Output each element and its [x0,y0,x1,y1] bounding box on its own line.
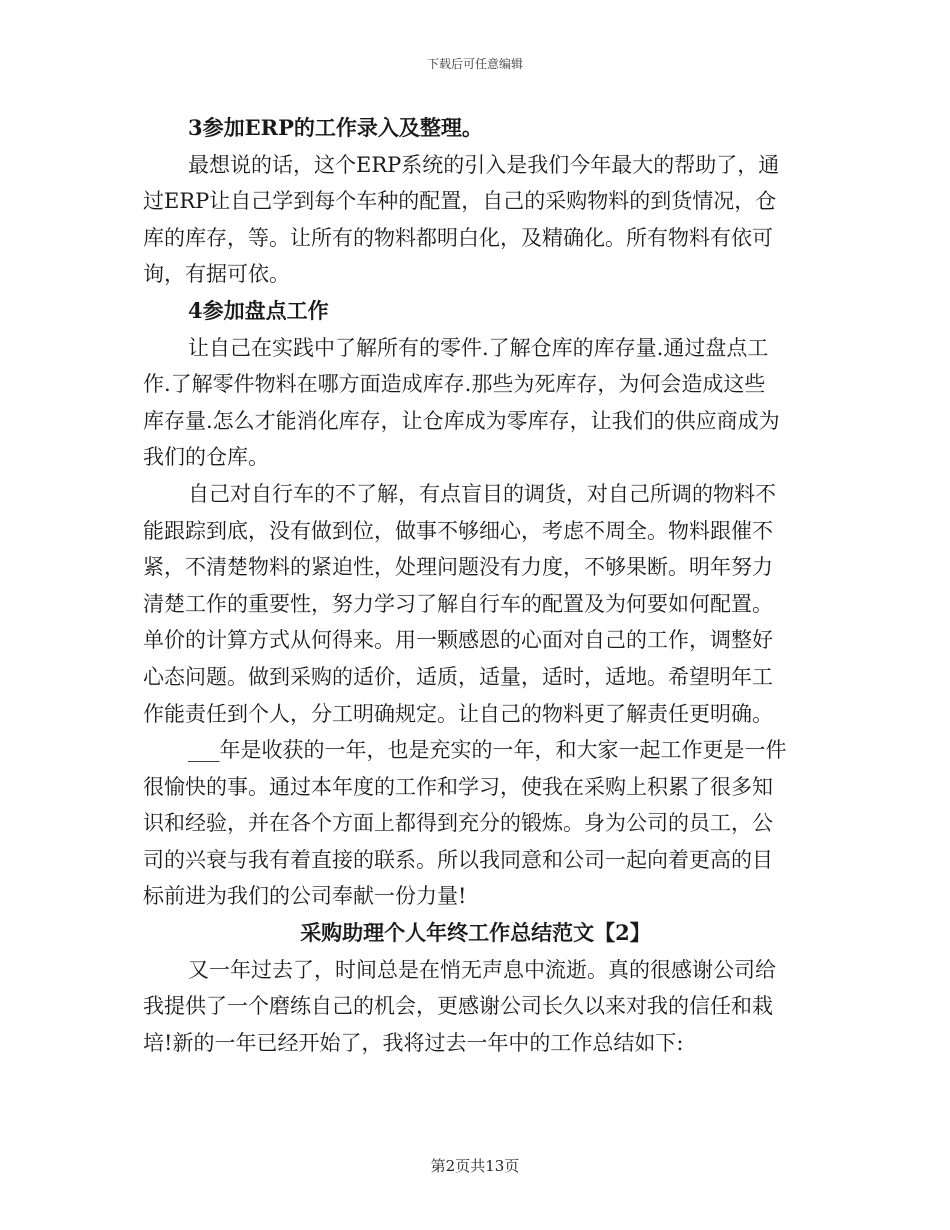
paragraph-line: 清楚工作的重要性，努力学习了解自行车的配置及为何要如何配置。 [143,591,773,616]
paragraph-line: 最想说的话，这个ERP系统的引入是我们今年最大的帮助了，通 [188,152,780,177]
page-number: 第2页共13页 [430,1157,520,1175]
paragraph-line: 能跟踪到底，没有做到位，做事不够细心，考虑不周全。物料跟催不 [143,518,773,543]
section-heading-4: 4参加盘点工作 [188,297,329,323]
paragraph-line: 很愉快的事。通过本年度的工作和学习，使我在采购上积累了很多知 [143,774,773,799]
paragraph-line: 让自己在实践中了解所有的零件.了解仓库的库存量.通过盘点工 [188,335,769,360]
paragraph-line: 又一年过去了，时间总是在悄无声息中流逝。真的很感谢公司给 [188,957,776,982]
paragraph-line: 培!新的一年已经开始了，我将过去一年中的工作总结如下: [143,1030,684,1055]
paragraph-line: 库的库存，等。让所有的物料都明白化，及精确化。所有物料有依可 [143,225,773,250]
paragraph-self-review [143,476,808,732]
paragraph-line: 库存量.怎么才能消化库存，让仓库成为零库存，让我们的供应商成为 [143,408,780,433]
paragraph-line: 我们的仓库。 [143,445,269,470]
paragraph-line: 询，有据可依。 [143,262,290,287]
paragraph-line: 标前进为我们的公司奉献一份力量! [143,884,467,909]
paragraph-year-summary [143,732,808,915]
paragraph-line: 作能责任到个人，分工明确规定。让自己的物料更了解责任更明确。 [143,701,773,726]
paragraph-line: 心态问题。做到采购的适价，适质，适量，适时，适地。希望明年工 [143,664,773,689]
paragraph-intro [143,952,808,1062]
paragraph-line: 司的兴衰与我有着直接的联系。所以我同意和公司一起向着更高的目 [143,847,773,872]
paragraph-line: 识和经验，并在各个方面上都得到充分的锻炼。身为公司的员工，公 [143,811,773,836]
header-note: 下载后可任意编辑 [426,57,523,71]
paragraph-line: 紧，不清楚物料的紧迫性，处理问题没有力度，不够果断。明年努力 [143,555,773,580]
article-title: 采购助理个人年终工作总结范文【2】 [300,920,651,946]
paragraph-line: 单价的计算方式从何得来。用一颗感恩的心面对自己的工作，调整好 [143,628,773,653]
paragraph-line: ___年是收获的一年，也是充实的一年，和大家一起工作更是一件 [188,738,787,763]
paragraph-erp [143,147,808,293]
paragraph-inventory [143,330,808,476]
section-heading-3: 3参加ERP的工作录入及整理。 [188,115,483,140]
paragraph-line: 过ERP让自己学到每个车种的配置，自己的采购物料的到货情况，仓 [143,189,777,214]
paragraph-line: 我提供了一个磨练自己的机会，更感谢公司长久以来对我的信任和栽 [143,994,773,1019]
document-body [143,110,808,1061]
paragraph-line: 作.了解零件物料在哪方面造成库存.那些为死库存，为何会造成这些 [143,372,766,397]
paragraph-line: 自己对自行车的不了解，有点盲目的调货，对自己所调的物料不 [188,481,776,506]
